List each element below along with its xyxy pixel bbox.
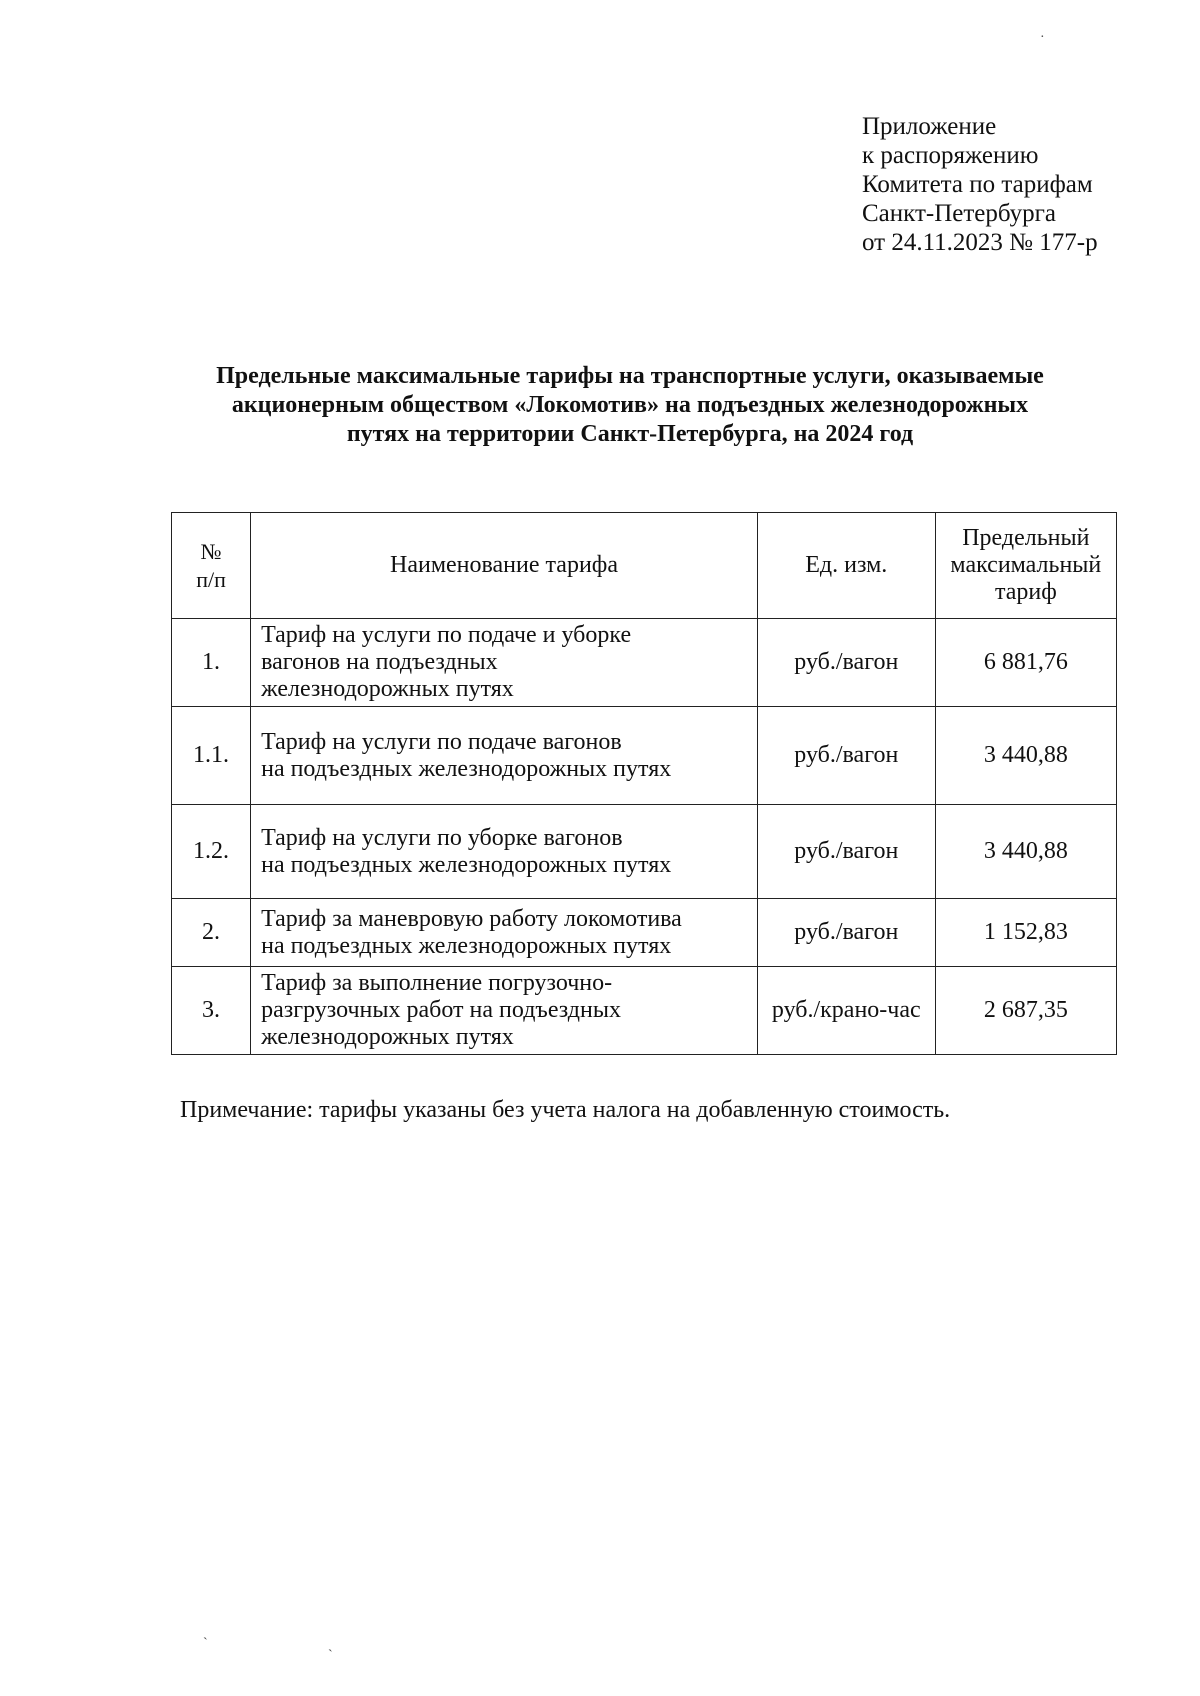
row-name-line: разгрузочных работ на подъездных: [261, 997, 621, 1023]
row-name-line: на подъездных железнодорожных путях: [261, 851, 672, 878]
row-unit: руб./крано-час: [757, 967, 935, 1055]
header-value-line: тариф: [994, 579, 1057, 605]
row-num: 3.: [172, 967, 251, 1055]
scan-speck: ˋ: [328, 1648, 333, 1663]
row-name-line: железнодорожных путях: [261, 1024, 514, 1050]
row-value: 2 687,35: [935, 967, 1116, 1055]
appendix-line: от 24.11.2023 № 177-р: [862, 229, 1098, 256]
header-value: [935, 513, 1116, 619]
appendix-line: Комитета по тарифам: [862, 171, 1093, 198]
header-name: Наименование тарифа: [251, 513, 758, 619]
row-name-line: на подъездных железнодорожных путях: [261, 932, 672, 959]
row-name-line: Тариф на услуги по подаче вагонов: [261, 728, 622, 755]
row-name-line: Тариф за маневровую работу локомотива: [261, 905, 682, 932]
table-row: [172, 899, 1117, 967]
scan-speck: ·: [1040, 30, 1045, 45]
table-row: [172, 619, 1117, 707]
row-unit: руб./вагон: [757, 707, 935, 805]
table-header-row: [172, 513, 1117, 619]
title-line: путях на территории Санкт-Петербурга, на 2024 год: [346, 421, 914, 447]
row-unit: руб./вагон: [757, 899, 935, 967]
row-num: 2.: [172, 899, 251, 967]
header-value-line: Предельный: [962, 525, 1090, 551]
row-num: 1.1.: [172, 707, 251, 805]
row-value: 3 440,88: [935, 707, 1116, 805]
row-name: [251, 967, 758, 1055]
header-num-line: №: [200, 538, 222, 564]
row-unit: руб./вагон: [757, 805, 935, 899]
appendix-line: Приложение: [862, 113, 997, 140]
row-unit: руб./вагон: [757, 619, 935, 707]
row-name-line: железнодорожных путях: [261, 676, 514, 702]
table-row: [172, 805, 1117, 899]
row-name-line: на подъездных железнодорожных путях: [261, 755, 672, 782]
row-value: 1 152,83: [935, 899, 1116, 967]
row-name: [251, 707, 758, 805]
header-value-line: максимальный: [950, 552, 1102, 578]
header-num: [172, 513, 251, 619]
title-line: акционерным обществом «Локомотив» на подъездных железнодорожных: [231, 392, 1029, 418]
row-name-line: вагонов на подъездных: [261, 649, 498, 675]
footnote: Примечание: тарифы указаны без учета налога на добавленную стоимость.: [180, 1097, 951, 1123]
row-num: 1.: [172, 619, 251, 707]
title-line: Предельные максимальные тарифы на транспортные услуги, оказываемые: [216, 363, 1044, 389]
row-name-line: Тариф на услуги по уборке вагонов: [261, 824, 623, 851]
scan-speck: ˋ: [203, 1636, 208, 1651]
row-name: [251, 899, 758, 967]
row-name-line: Тариф на услуги по подаче и уборке: [261, 622, 632, 648]
row-name-line: Тариф за выполнение погрузочно-: [261, 970, 613, 996]
row-value: 6 881,76: [935, 619, 1116, 707]
row-name: [251, 619, 758, 707]
header-num-line: п/п: [196, 566, 226, 592]
table-row: [172, 967, 1117, 1055]
row-value: 3 440,88: [935, 805, 1116, 899]
table-row: [172, 707, 1117, 805]
row-num: 1.2.: [172, 805, 251, 899]
tariffs-table: [171, 512, 1117, 1055]
appendix-line: к распоряжению: [862, 142, 1039, 169]
header-unit: Ед. изм.: [757, 513, 935, 619]
appendix-line: Санкт-Петербурга: [862, 200, 1057, 227]
row-name: [251, 805, 758, 899]
document-title: [150, 362, 1110, 449]
appendix-block: [862, 112, 1098, 257]
